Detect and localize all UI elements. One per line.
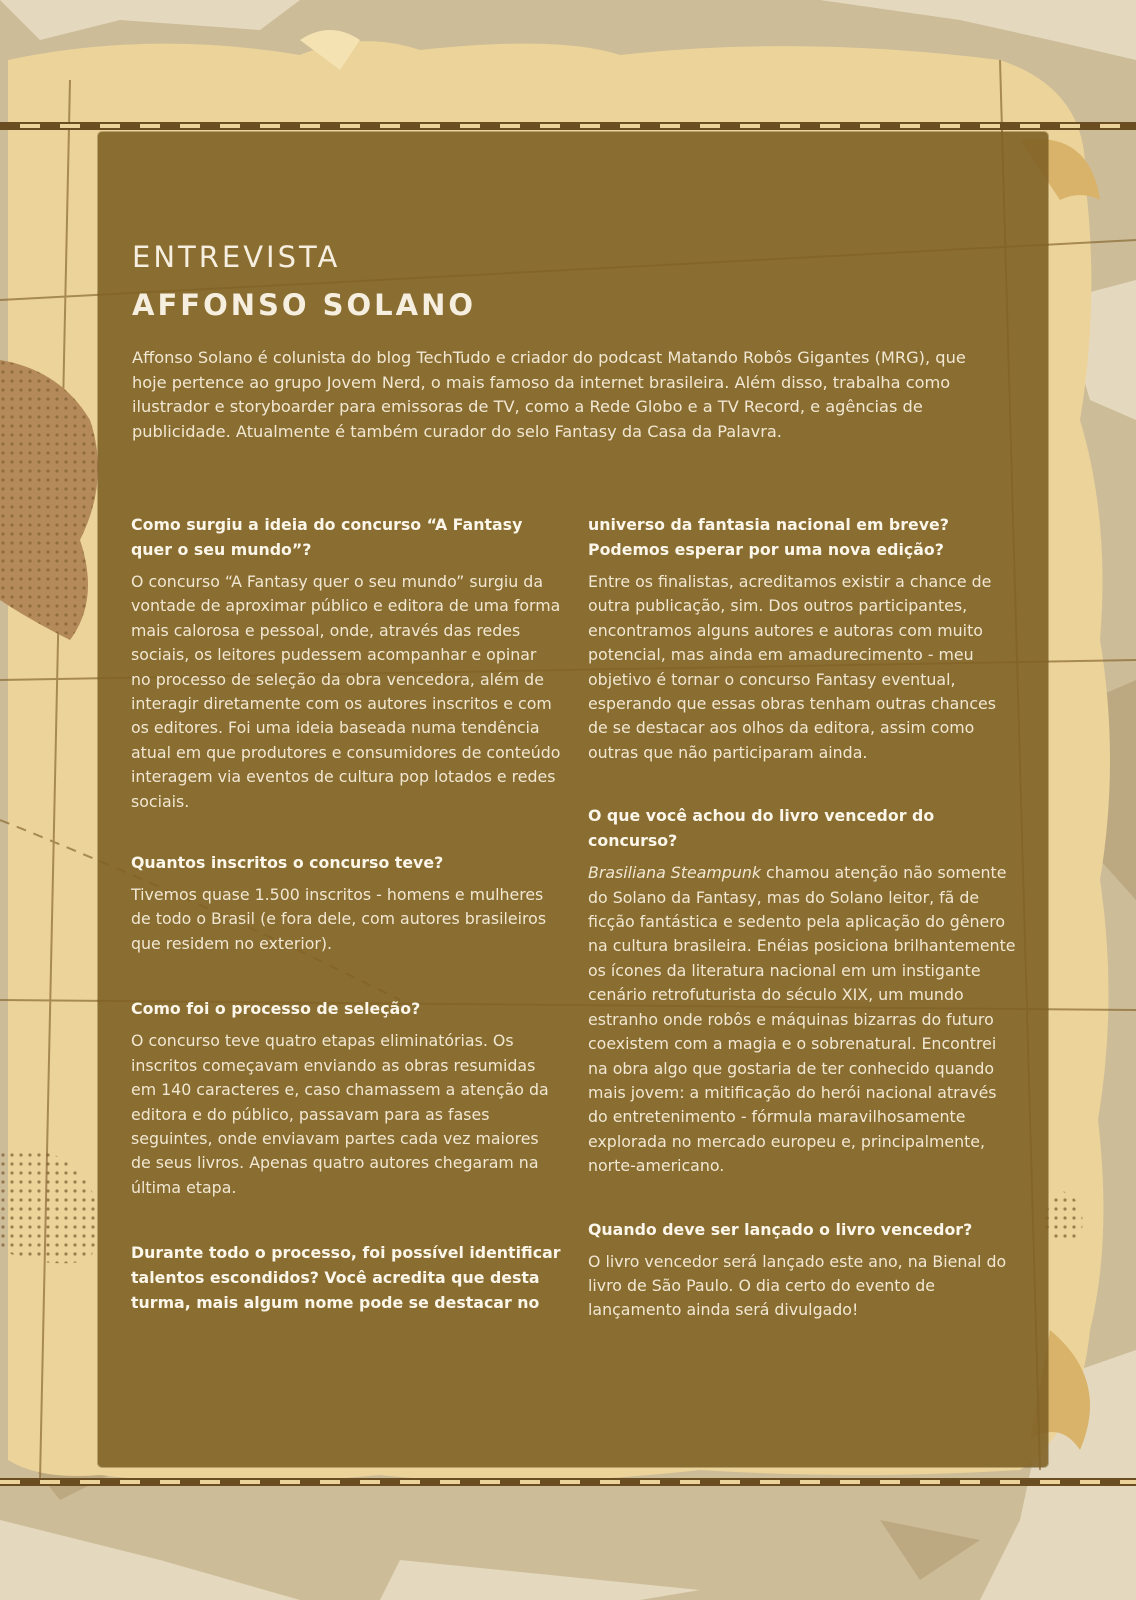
question-1: Como surgiu a ideia do concurso “A Fantasy quer o seu mundo”? — [131, 515, 523, 559]
left-column — [131, 512, 561, 1315]
answer-5 — [588, 861, 1018, 1178]
question-4-start: Durante todo o processo, foi possível identificar talentos escondidos? Você acredita que desta turma, mais algum nome pode se destacar no — [131, 1243, 561, 1313]
question-4-continued: universo da fantasia nacional em breve? Podemos esperar por uma nova edição? — [588, 515, 949, 559]
intro-paragraph: Affonso Solano é colunista do blog TechTudo e criador do podcast Matando Robôs Gigantes (MRG), que hoje pertence ao grupo Jovem Nerd, o mais famoso da internet brasileira. Além disso, trabalha como ilustrador e storyboarder para emissoras de TV, como a Rede Globo e a TV Record, e agências de publicidade. Atualmente é também curador do selo Fantasy da Casa da Palavra. — [132, 348, 966, 441]
answer-3: O concurso teve quatro etapas eliminatórias. Os inscritos começavam enviando as obras resumidas em 140 caracteres e, caso chamassem a atenção da editora e do público, passavam para as fases seguintes, onde enviavam partes cada vez maiores de seus livros. Apenas quatro autores chegaram na última etapa. — [131, 1031, 549, 1197]
interviewee-name: AFFONSO SOLANO — [132, 288, 477, 322]
question-2: Quantos inscritos o concurso teve? — [131, 853, 444, 873]
answer-2: Tivemos quase 1.500 inscritos - homens e mulheres de todo o Brasil (e fora dele, com autores brasileiros que residem no exterior). — [131, 885, 547, 953]
book-title: Brasiliana Steampunk — [588, 863, 762, 883]
answer-1: O concurso “A Fantasy quer o seu mundo” surgiu da vontade de aproximar público e editora de uma forma mais calorosa e pessoal, onde, através das redes sociais, os leitores pudessem acompanhar e opinar no processo de seleção da obra vencedora, além de interagir diretamente com os autores inscritos e com os editores. Foi uma ideia baseada numa tendência atual em que produtores e consumidores de conteúdo interagem via eventos de cultura pop lotados e redes sociais. — [131, 572, 561, 811]
question-6: Quando deve ser lançado o livro vencedor? — [588, 1219, 973, 1239]
answer-5-text: chamou atenção não somente do Solano da Fantasy, mas do Solano leitor, fã de ficção fantástica e sedento pela aplicação do gênero na cultura brasileira. Enéias posiciona brilhantemente os ícones da literatura nacional em um instigante cenário retrofuturista do século XIX, um mundo estranho onde robôs e máquinas bizarras do futuro coexistem com a magia e o sobrenatural. Encontrei na obra algo que gostaria de ter conhecido quando mais jovem: a mitificação do herói nacional através do entretenimento - fórmula maravilhosamente explorada no mercado europeu e, principalmente, norte-americano. — [588, 863, 1016, 1176]
section-label: ENTREVISTA — [132, 240, 341, 274]
answer-4: Entre os finalistas, acreditamos existir a chance de outra publicação, sim. Dos outros participantes, encontramos alguns autores e autoras com muito potencial, mas ainda em amadurecimento - meu objetivo é tornar o concurso Fantasy eventual, esperando que essas obras tenham outras chances de se destacar aos olhos da editora, assim como outras que não participaram ainda. — [588, 572, 996, 762]
answer-6: O livro vencedor será lançado este ano, na Bienal do livro de São Paulo. O dia certo do evento de lançamento ainda será divulgado! — [588, 1251, 1007, 1320]
question-5: O que você achou do livro vencedor do concurso? — [588, 806, 935, 851]
question-3: Como foi o processo de seleção? — [131, 999, 421, 1019]
right-column — [588, 512, 1018, 1323]
